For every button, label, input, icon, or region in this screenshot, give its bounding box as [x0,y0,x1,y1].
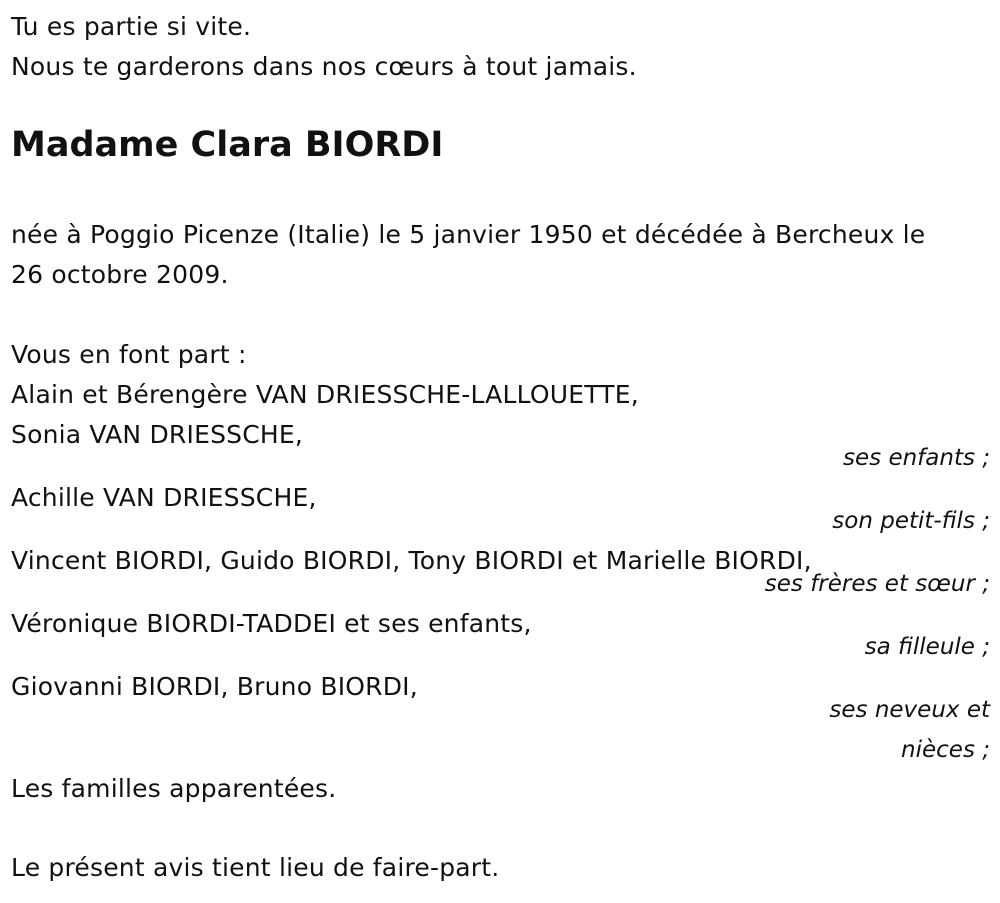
family-member-line: Vincent BIORDI, Guido BIORDI, Tony BIORDI et Marielle BIORDI, [11,546,812,575]
relation-label: ses frères et sœur ; [764,571,990,597]
relation-label: sa filleule ; [864,634,990,660]
relation-label: son petit-fils ; [832,508,990,534]
epigraph-line-1: Tu es partie si vite. [11,12,252,41]
extended-families: Les familles apparentées. [11,774,337,803]
family-member-line: Sonia VAN DRIESSCHE, [11,420,304,449]
relation-label: ses neveux et [829,697,990,723]
birth-death-line-1: née à Poggio Picenze (Italie) le 5 janvier 1950 et décédée à Bercheux le [11,220,926,249]
family-member-line: Alain et Bérengère VAN DRIESSCHE-LALLOUETTE, [11,380,639,409]
epigraph-line-2: Nous te garderons dans nos cœurs à tout jamais. [11,52,637,81]
family-member-line: Véronique BIORDI-TADDEI et ses enfants, [11,609,532,638]
deceased-name: Madame Clara BIORDI [11,125,444,165]
family-member-line: Achille VAN DRIESSCHE, [11,483,317,512]
relation-label: ses enfants ; [843,445,990,471]
notice-footer: Le présent avis tient lieu de faire-part. [11,853,500,882]
announcement-intro: Vous en font part : [11,340,247,369]
relation-label: nièces ; [901,737,990,763]
family-member-line: Giovanni BIORDI, Bruno BIORDI, [11,672,418,701]
birth-death-line-2: 26 octobre 2009. [11,260,229,289]
